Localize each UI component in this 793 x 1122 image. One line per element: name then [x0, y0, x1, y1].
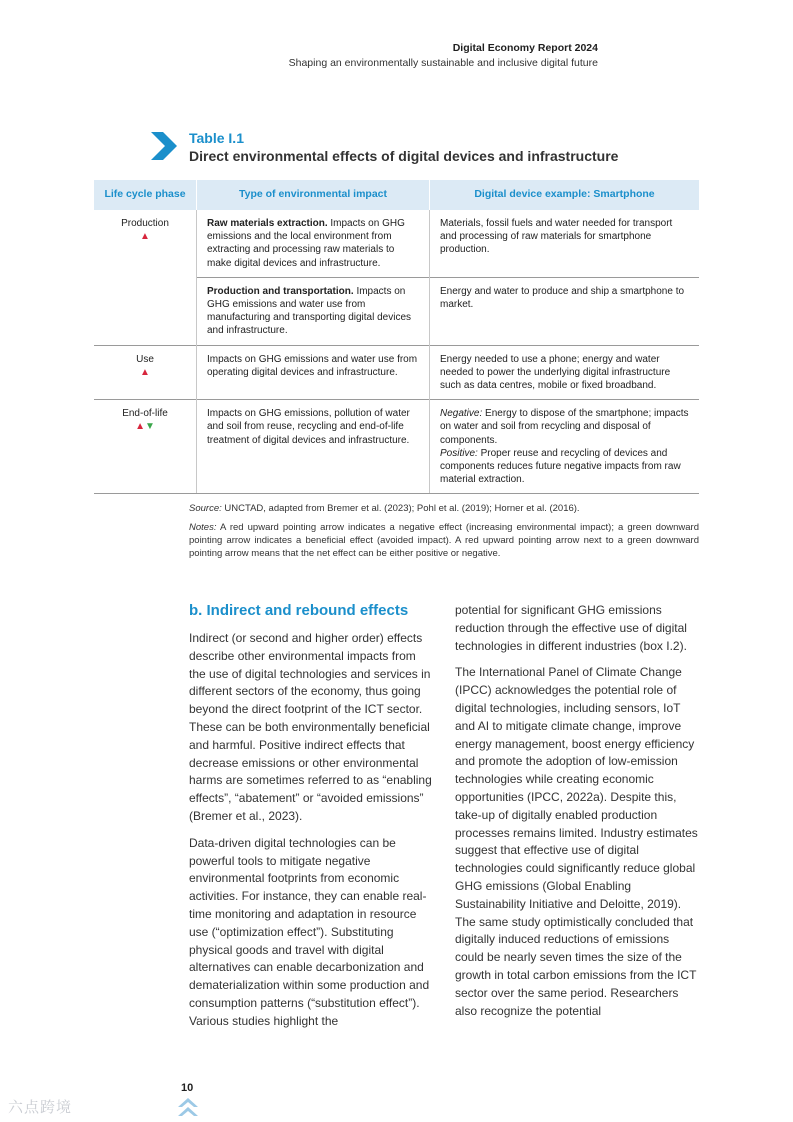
impact-cell: Impacts on GHG emissions, pollution of water and soil from reuse, recycling and end-of-life treatment of digital devices and infrastructure. [197, 400, 430, 494]
body-paragraph: Indirect (or second and higher order) effects describe other environmental impacts from the use of digital technologies and services in different sectors of the economy, thus going beyond the direct footprint of the ICT sector. These can be both environmentally beneficial and harmful. Positive indirect effects that decrease emissions or other environmental harms are sometimes referred to as “enabling effects”, “abatement” or “avoided emissions” (Bremer et al., 2023). [189, 631, 432, 823]
negative-label: Negative: [440, 408, 483, 420]
red-up-arrow-icon: ▲ [140, 366, 150, 378]
notes-label: Notes: [189, 522, 217, 533]
impact-cell [197, 277, 430, 345]
example-cell: Energy needed to use a phone; energy and water needed to power the underlying digital infrastructure such as data centres, mobile or fixed broadband. [430, 345, 700, 400]
example-cell: Materials, fossil fuels and water needed for transport and processing of raw materials for smartphone production. [430, 210, 700, 277]
effects-table [94, 180, 699, 494]
phase-label: Use [136, 353, 154, 365]
chevron-right-icon [149, 131, 179, 161]
phase-cell-production [94, 210, 197, 345]
column-header-example: Digital device example: Smartphone [430, 180, 700, 210]
notes-line [189, 521, 699, 560]
red-up-arrow-icon: ▲ [135, 421, 145, 433]
table-notes [189, 502, 699, 566]
impact-heading: Raw materials extraction. [207, 218, 328, 229]
impact-text: Impacts on GHG emissions and water use from manufacturing and transporting digital devices and infrastructure. [207, 285, 412, 337]
body-paragraph: potential for significant GHG emissions reduction through the effective use of digital technologies in different industries (box I.2). [455, 603, 687, 653]
report-subtitle: Shaping an environmentally sustainable and inclusive digital future [288, 57, 598, 69]
source-label: Source: [189, 503, 222, 514]
watermark: 六点跨境 [8, 1099, 73, 1116]
table-row-production [94, 210, 699, 277]
negative-text: Energy to dispose of the smartphone; impacts on water and soil from recycling and disposal of components. [440, 408, 689, 446]
body-paragraph: The International Panel of Climate Change (IPCC) acknowledges the potential role of digital technologies, including sensors, IoT and AI to mitigate climate change, improve energy management, boost energy efficiency and promote the adoption of low-emission technologies while creating economic opportunities (IPCC, 2022a). Despite this, take-up of digitally enabled production processes remains limited. Industry estimates suggest that effective use of digital technologies could significantly reduce global GHG emissions (Global Enabling Sustainability Initiative and Deloitte, 2019). The same study optimistically concluded that digitally induced reductions of emissions could be nearly seven times the size of the growth in total carbon emissions from the ICT sector over the same period. Researchers also recognize the potential [455, 665, 698, 1018]
running-header [289, 42, 598, 69]
impact-cell: Impacts on GHG emissions and water use from operating digital devices and infrastructure. [197, 345, 430, 400]
positive-label: Positive: [440, 447, 478, 459]
page-number: 10 [181, 1082, 194, 1094]
table-row-end-of-life [94, 400, 699, 494]
table-label: Table I.1 [189, 130, 244, 146]
positive-text: Proper reuse and recycling of devices and components reduces future negative impacts from raw material extraction. [440, 447, 681, 486]
column-header-impact: Type of environmental impact [197, 180, 430, 210]
impact-heading: Production and transportation. [207, 285, 354, 297]
phase-label: Production [121, 218, 169, 229]
chevron-up-icon [178, 1098, 198, 1120]
source-text: UNCTAD, adapted from Bremer et al. (2023); Pohl et al. (2019); Horner et al. (2016). [221, 503, 580, 514]
green-down-arrow-icon: ▼ [145, 421, 155, 433]
body-paragraph: Data-driven digital technologies can be powerful tools to mitigate negative environmental footprints from economic activities. For instance, they can enable real-time monitoring and adaptation in resource use (“optimization effect”). Substituting physical goods and travel with digital alternatives can enable decarbonization and dematerialization within some production and consumption patterns (“substitution effect”). Various studies highlight the [189, 835, 430, 1028]
table-row-use [94, 345, 699, 400]
impact-cell [197, 210, 430, 277]
phase-cell-use [94, 345, 197, 400]
impact-text: Impacts on GHG emissions and the local environment from extracting and processing raw materials to make digital devices and infrastructure. [207, 218, 405, 269]
body-column-right [455, 602, 700, 1029]
report-title: Digital Economy Report 2024 [452, 42, 598, 54]
table-header-row [94, 180, 699, 210]
source-line [189, 502, 699, 515]
red-up-arrow-icon: ▲ [140, 231, 150, 243]
section-heading: b. Indirect and rebound effects [189, 602, 409, 619]
example-cell: Energy and water to produce and ship a smartphone to market. [430, 277, 700, 345]
table-title: Direct environmental effects of digital devices and infrastructure [189, 148, 619, 164]
phase-cell-end-of-life [94, 400, 197, 494]
example-cell [430, 400, 700, 494]
phase-label: End-of-life [122, 408, 168, 420]
body-column-left [189, 602, 434, 1040]
column-header-phase: Life cycle phase [94, 180, 197, 210]
notes-text: A red upward pointing arrow indicates a negative effect (increasing environmental impact); a green downward pointing arrow indicates a beneficial effect (avoided impact). A red upward pointing arrow next to a green downward pointing arrow means that the net effect can be either positive or negative. [189, 522, 699, 559]
